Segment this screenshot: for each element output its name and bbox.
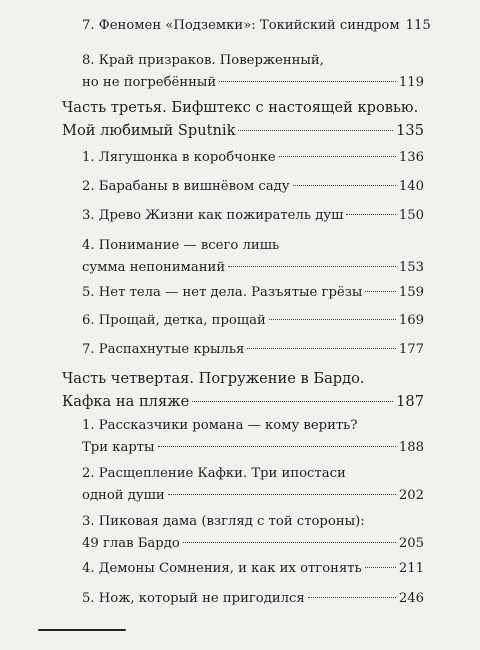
dot-leader: [293, 185, 396, 186]
toc-entry-page: 140: [398, 179, 424, 194]
toc-entry-title: 5. Нет тела — нет дела. Разъятые грёзы: [82, 285, 363, 300]
toc-entry-page: 177: [398, 342, 424, 357]
toc-entry-title-line1: 4. Понимание — всего лишь: [82, 238, 280, 253]
dot-leader: [308, 597, 396, 598]
toc-entry: [82, 205, 424, 227]
toc-entry-title: но не погребённый: [82, 75, 217, 90]
toc-entry-title: 7. Феномен «Подземки»: Токийский синдром: [82, 18, 400, 33]
toc-entry-title: Три карты: [82, 440, 155, 455]
toc-entry-title: одной души: [82, 488, 165, 503]
toc-entry: [82, 415, 424, 459]
toc-entry-title-line1: 2. Расщепление Кафки. Три ипостаси: [82, 466, 346, 481]
dot-leader: [228, 266, 396, 267]
toc-entry: [82, 50, 424, 94]
toc-entry-title: 49 глав Бардо: [82, 536, 180, 551]
dot-leader: [247, 348, 395, 349]
toc-part-heading: [62, 367, 424, 413]
toc-entry-page: 159: [398, 285, 424, 300]
toc-part-title-line1: Часть третья. Бифштекс с настоящей кровью.: [62, 99, 419, 116]
toc-part-page: 187: [396, 393, 424, 410]
toc-entry-page: 169: [398, 313, 424, 328]
toc-entry-title: 7. Распахнутые крылья: [82, 342, 245, 357]
dot-leader: [346, 214, 395, 215]
dot-leader: [158, 446, 396, 447]
toc-entry: [82, 176, 424, 198]
toc-entry-page: 115: [405, 18, 431, 33]
toc-entry-page: 205: [398, 536, 424, 551]
toc-entry: [82, 588, 424, 610]
toc-entry-title: 6. Прощай, детка, прощай: [82, 313, 266, 328]
toc-entry-page: 188: [398, 440, 424, 455]
toc-entry: [82, 511, 424, 555]
toc-entry: [82, 147, 424, 169]
toc-entry-title: 5. Нож, который не пригодился: [82, 591, 305, 606]
toc-entry-title: 1. Лягушонка в коробчонке: [82, 150, 276, 165]
toc-entry-title: 2. Барабаны в вишнёвом саду: [82, 179, 290, 194]
toc-entry: [82, 235, 424, 279]
toc-entry-title-line1: 1. Рассказчики романа — кому верить?: [82, 418, 358, 433]
toc-entry-title: 4. Демоны Сомнения, и как их отгонять: [82, 561, 362, 576]
toc-part-heading: [62, 96, 424, 142]
toc-entry-page: 153: [398, 260, 424, 275]
dot-leader: [269, 319, 396, 320]
footer-rule: [38, 629, 126, 631]
dot-leader: [238, 130, 393, 131]
dot-leader: [219, 81, 396, 82]
toc-entry-page: 211: [398, 561, 424, 576]
dot-leader: [365, 567, 396, 568]
toc-entry-page: 150: [398, 208, 424, 223]
toc-entry: [82, 339, 424, 361]
toc-entry-page: 246: [398, 591, 424, 606]
toc-entry: [82, 282, 424, 304]
toc-part-page: 135: [396, 122, 424, 139]
toc-entry-title: 3. Древо Жизни как пожиратель душ: [82, 208, 344, 223]
dot-leader: [192, 401, 393, 402]
toc-entry-page: 202: [398, 488, 424, 503]
dot-leader: [279, 156, 396, 157]
toc-entry-page: 119: [398, 75, 424, 90]
toc-entry-title-line1: 3. Пиковая дама (взгляд с той стороны):: [82, 514, 365, 529]
toc-entry: [82, 463, 424, 507]
toc-part-title: Кафка на пляже: [62, 393, 190, 410]
toc-entry-title-line1: 8. Край призраков. Поверженный,: [82, 53, 324, 68]
toc-part-title-line1: Часть четвертая. Погружение в Бардо.: [62, 370, 365, 387]
toc-entry-page: 136: [398, 150, 424, 165]
dot-leader: [365, 291, 395, 292]
toc-entry: [82, 15, 431, 37]
toc-entry: [82, 558, 424, 580]
dot-leader: [183, 542, 396, 543]
dot-leader: [168, 494, 396, 495]
toc-part-title: Мой любимый Sputnik: [62, 122, 236, 139]
toc-entry: [82, 310, 424, 332]
toc-entry-title: сумма непониманий: [82, 260, 226, 275]
